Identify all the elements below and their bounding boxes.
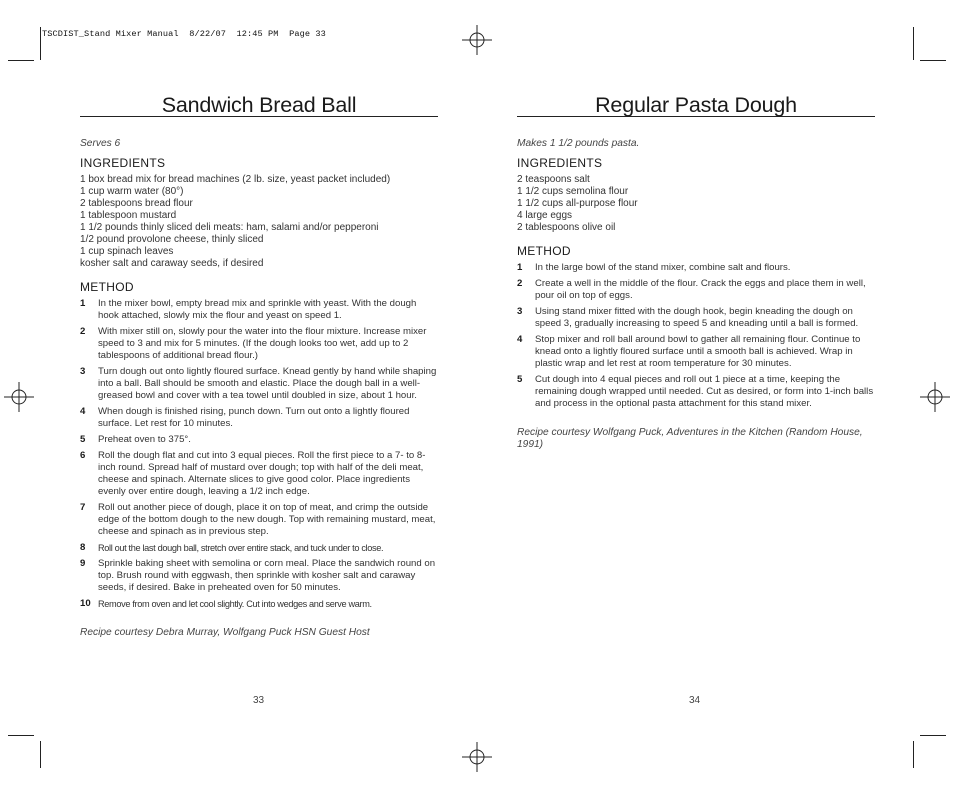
step-number: 9	[80, 558, 86, 569]
ingredient-item: 1 1/2 cups semolina flour	[517, 186, 629, 197]
recipe-title: Sandwich Bread Ball	[161, 93, 357, 117]
step-text: In the large bowl of the stand mixer, combine salt and flours.	[535, 262, 791, 273]
ingredient-item: 1 tablespoon mustard	[80, 210, 177, 221]
recipe-credit: Recipe courtesy Wolfgang Puck, Adventures in the Kitchen (Random House, 1991)	[517, 427, 863, 450]
method-step	[80, 558, 438, 594]
page-number-left: 33	[253, 695, 265, 706]
method-step	[80, 434, 438, 446]
page-number-right: 34	[689, 695, 701, 706]
method-step	[517, 306, 875, 330]
step-number: 4	[517, 334, 523, 345]
ingredient-item: 2 teaspoons salt	[517, 174, 590, 185]
ingredient-item: kosher salt and caraway seeds, if desired	[80, 258, 264, 269]
method-step	[80, 326, 438, 362]
ingredient-item: 4 large eggs	[517, 210, 573, 221]
step-text: Roll the dough flat and cut into 3 equal pieces. Roll the first piece to a 7- to 8- inch round. Spread half of mustard over dough; top with half of the deli meat, cheese and spinach. Alternate slices to give good color. Place ingredients evenly over entire dough, leaving a 1/2 inch edge.	[98, 450, 426, 497]
step-number: 2	[80, 326, 86, 337]
registration-mark-icon	[4, 382, 34, 412]
step-text: When dough is finished rising, punch down. Turn out onto a lightly floured surface. Let rest for 10 minutes.	[98, 406, 410, 429]
crop-mark	[8, 60, 34, 61]
method-step	[517, 334, 875, 370]
ingredient-item: 2 tablespoons bread flour	[80, 198, 193, 209]
step-text: Remove from oven and let cool slightly. Cut into wedges and serve warm.	[98, 599, 372, 609]
crop-mark	[913, 741, 914, 768]
crop-mark	[8, 735, 34, 736]
crop-mark	[40, 27, 41, 60]
method-heading: METHOD	[80, 280, 134, 294]
ingredient-item: 1/2 pound provolone cheese, thinly sliced	[80, 234, 264, 245]
registration-mark-icon	[920, 382, 950, 412]
step-text: Turn dough out onto lightly floured surface. Knead gently by hand while shaping into a ball. Ball should be smooth and elastic. Place the dough ball in a well-greased bowl and cover with a tea towel until doubled in size, about 1 hour.	[98, 366, 437, 401]
crop-mark	[40, 741, 41, 768]
method-step	[517, 278, 875, 302]
step-text: Roll out another piece of dough, place it on top of meat, and crimp the outside edge of the bottom dough to the new dough. Top with remaining mustard, meat, cheese and spinach as in previous step.	[98, 502, 436, 537]
crop-mark	[913, 27, 914, 60]
method-step	[517, 262, 875, 274]
ingredient-item: 1 1/2 pounds thinly sliced deli meats: ham, salami and/or pepperoni	[80, 222, 379, 233]
step-number: 5	[80, 434, 86, 445]
step-number: 7	[80, 502, 86, 513]
crop-mark	[920, 60, 946, 61]
page-left	[80, 92, 438, 639]
step-number: 10	[80, 598, 91, 609]
step-number: 1	[517, 262, 523, 273]
method-step	[517, 374, 875, 410]
recipe-yield: Makes 1 1/2 pounds pasta.	[517, 138, 640, 149]
step-number: 3	[517, 306, 523, 317]
ingredients-heading: INGREDIENTS	[80, 156, 166, 170]
print-slug: TSCDIST_Stand Mixer Manual 8/22/07 12:45 PM Page 33	[42, 29, 326, 39]
recipe-credit: Recipe courtesy Debra Murray, Wolfgang Puck HSN Guest Host	[80, 627, 370, 638]
step-text: Roll out the last dough ball, stretch over entire stack, and tuck under to close.	[98, 543, 384, 553]
ingredient-item: 1 cup spinach leaves	[80, 246, 174, 257]
step-text: Sprinkle baking sheet with semolina or corn meal. Place the sandwich round on top. Brush round with eggwash, then sprinkle with kosher salt and caraway seeds, if desired. Bake in preheated oven for 50 minutes.	[98, 558, 436, 593]
step-number: 8	[80, 542, 86, 553]
method-step	[80, 598, 438, 610]
registration-mark-icon	[462, 742, 492, 772]
step-number: 1	[80, 298, 86, 309]
method-step	[80, 542, 438, 554]
method-step	[80, 366, 438, 402]
step-number: 4	[80, 406, 86, 417]
step-text: Preheat oven to 375°.	[98, 434, 191, 445]
method-step	[80, 450, 438, 498]
recipe-title: Regular Pasta Dough	[595, 93, 797, 117]
crop-mark	[920, 735, 946, 736]
method-step	[80, 298, 438, 322]
method-step	[80, 502, 438, 538]
method-steps	[517, 262, 875, 410]
page-right	[517, 92, 875, 451]
registration-mark-icon	[462, 25, 492, 55]
step-number: 3	[80, 366, 86, 377]
method-steps	[80, 298, 438, 610]
method-heading: METHOD	[517, 244, 571, 258]
ingredients-heading: INGREDIENTS	[517, 156, 603, 170]
step-text: Create a well in the middle of the flour. Crack the eggs and place them in well, pour oil on top of eggs.	[535, 278, 866, 301]
ingredient-item: 1 box bread mix for bread machines (2 lb. size, yeast packet included)	[80, 174, 391, 185]
recipe-yield: Serves 6	[80, 138, 121, 149]
step-number: 6	[80, 450, 86, 461]
ingredients-list	[517, 174, 875, 234]
step-text: Cut dough into 4 equal pieces and roll out 1 piece at a time, keeping the remaining dough wrapped until needed. Cut as desired, or form into 1-inch balls and process in the optional pasta attachment for this stand mixer.	[535, 374, 874, 409]
ingredient-item: 1 cup warm water (80°)	[80, 186, 184, 197]
step-number: 2	[517, 278, 523, 289]
step-text: Stop mixer and roll ball around bowl to gather all remaining flour. Continue to knead onto a lightly floured surface until a smooth ball is achieved. Wrap in plastic wrap and let rest at room temperature for 30 minutes.	[535, 334, 861, 369]
ingredients-list	[80, 174, 438, 270]
step-text: In the mixer bowl, empty bread mix and sprinkle with yeast. With the dough hook attached, slowly mix the flour and yeast on speed 1.	[98, 298, 417, 321]
ingredient-item: 2 tablespoons olive oil	[517, 222, 616, 233]
step-number: 5	[517, 374, 523, 385]
method-step	[80, 406, 438, 430]
step-text: With mixer still on, slowly pour the water into the flour mixture. Increase mixer speed to 3 and mix for 5 minutes. (If the dough looks too wet, add up to 2 tablespoons of additional bread flour.)	[98, 326, 427, 361]
step-text: Using stand mixer fitted with the dough hook, begin kneading the dough on speed 3, gradually increasing to speed 5 and kneading until a ball is formed.	[535, 306, 859, 329]
ingredient-item: 1 1/2 cups all-purpose flour	[517, 198, 638, 209]
